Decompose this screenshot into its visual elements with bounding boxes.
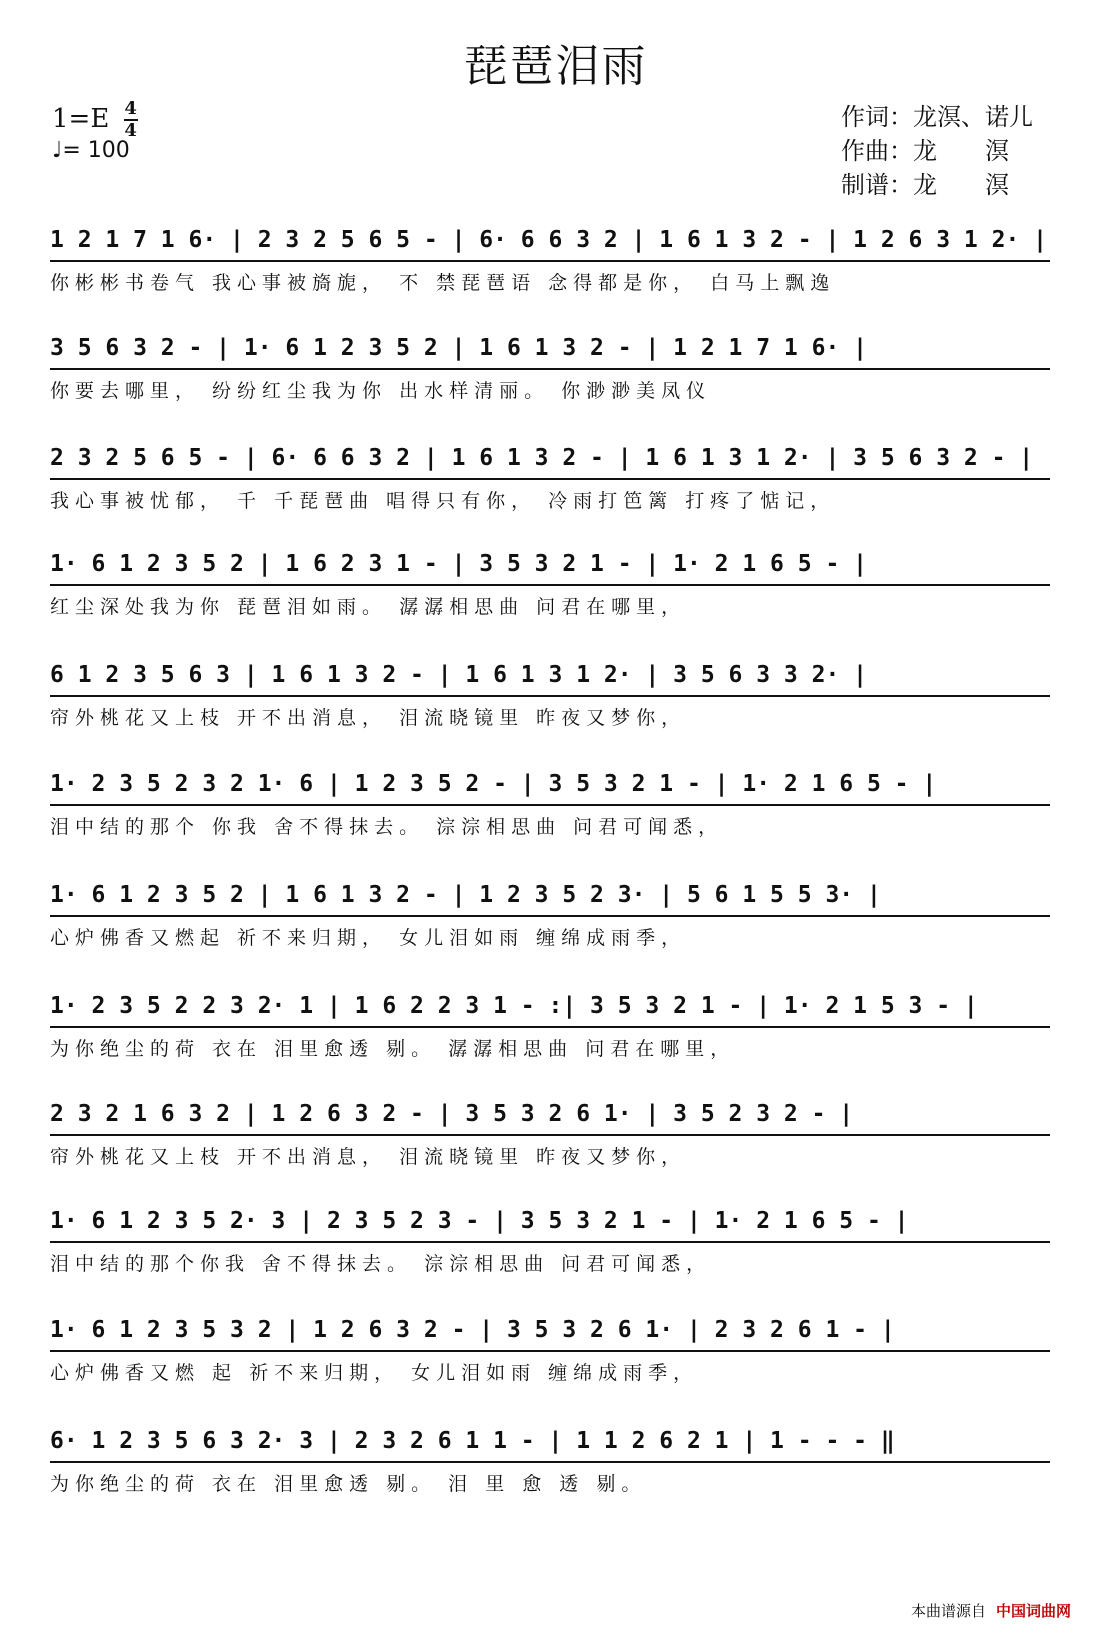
lyrics-line: 泪中结的那个你我 舍不得抹去。 淙淙相思曲 问君可闻悉， (50, 1253, 712, 1275)
time-top: 4 (124, 98, 137, 119)
lyrics-line: 心炉佛香又燃 起 祈不来归期， 女儿泪如雨 缠绵成雨季， (50, 1362, 699, 1384)
lyrics-line: 帘外桃花又上枝 开不出消息， 泪流晓镜里 昨夜又梦你， (50, 707, 687, 729)
lyrics-line: 你要去哪里， 纷纷红尘我为你 出水样清丽。 你渺渺美凤仪 (50, 380, 712, 402)
lyrics-line: 泪中结的那个 你我 舍不得抹去。 淙淙相思曲 问君可闻悉， (50, 816, 724, 838)
notation-line: 6 1 2 3 5 6 3 | 1 6 1 3 2 - | 1 6 1 3 1 2· | 3 5 6 3 3 2· | (50, 657, 1050, 697)
score-line (50, 1203, 1050, 1277)
score-line (50, 330, 1050, 404)
time-bottom: 4 (124, 120, 137, 141)
notation-line: 6· 1 2 3 5 6 3 2· 3 | 2 3 2 6 1 1 - | 1 1 2 6 2 1 | 1 - - - ‖ (50, 1423, 1050, 1463)
notation-line: 1· 6 1 2 3 5 2 | 1 6 2 3 1 - | 3 5 3 2 1 - | 1· 2 1 6 5 - | (50, 546, 1050, 586)
lyricist-credit: 作词：龙溟、诺儿 (841, 103, 1033, 131)
score-line (50, 1423, 1050, 1497)
notation-line: 1· 6 1 2 3 5 2 | 1 6 1 3 2 - | 1 2 3 5 2 3· | 5 6 1 5 5 3· | (50, 877, 1050, 917)
lyrics-line: 帘外桃花又上枝 开不出消息， 泪流晓镜里 昨夜又梦你， (50, 1146, 687, 1168)
time-signature (124, 100, 138, 140)
key-label: 1=E (52, 104, 110, 134)
lyrics-line: 心炉佛香又燃起 祈不来归期， 女儿泪如雨 缠绵成雨季， (50, 927, 687, 949)
notation-line: 3 5 6 3 2 - | 1· 6 1 2 3 5 2 | 1 6 1 3 2 - | 1 2 1 7 1 6· | (50, 330, 1050, 370)
notation-line: 1· 6 1 2 3 5 2· 3 | 2 3 5 2 3 - | 3 5 3 2 1 - | 1· 2 1 6 5 - | (50, 1203, 1050, 1243)
lyrics-line: 你彬彬书卷气 我心事被旖旎， 不 禁琵琶语 念得都是你， 白马上飘逸 (50, 272, 836, 294)
score-line (50, 222, 1050, 296)
score-line (50, 988, 1050, 1062)
score-line (50, 877, 1050, 951)
lyrics-line: 我心事被忧郁， 千 千琵琶曲 唱得只有你， 冷雨打笆篱 打疼了惦记， (50, 490, 836, 512)
notation-line: 2 3 2 5 6 5 - | 6· 6 6 3 2 | 1 6 1 3 2 - | 1 6 1 3 1 2· | 3 5 6 3 2 - | (50, 440, 1050, 480)
score-line (50, 1312, 1050, 1386)
key-signature (52, 100, 138, 140)
notation-line: 1· 2 3 5 2 2 3 2· 1 | 1 6 2 2 3 1 - :| 3 5 3 2 1 - | 1· 2 1 5 3 - | (50, 988, 1050, 1028)
page-title: 琵琶泪雨 (463, 41, 648, 92)
transcriber-credit: 制谱：龙 溟 (841, 171, 1009, 199)
notation-line: 2 3 2 1 6 3 2 | 1 2 6 3 2 - | 3 5 3 2 6 1· | 3 5 2 3 2 - | (50, 1096, 1050, 1136)
source-footer (911, 1600, 1071, 1621)
score-line (50, 1096, 1050, 1170)
credits (841, 100, 1033, 202)
notation-line: 1· 2 3 5 2 3 2 1· 6 | 1 2 3 5 2 - | 3 5 3 2 1 - | 1· 2 1 6 5 - | (50, 766, 1050, 806)
source-brand-link[interactable]: 中国词曲网 (995, 1602, 1071, 1620)
lyrics-line: 为你绝尘的荷 衣在 泪里愈透 剔。 泪 里 愈 透 剔。 (50, 1473, 647, 1495)
lyrics-line: 红尘深处我为你 琵琶泪如雨。 潺潺相思曲 问君在哪里， (50, 596, 687, 618)
notation-line: 1 2 1 7 1 6· | 2 3 2 5 6 5 - | 6· 6 6 3 2 | 1 6 1 3 2 - | 1 2 6 3 1 2· | (50, 222, 1050, 262)
score-line (50, 546, 1050, 620)
composer-credit: 作曲：龙 溟 (841, 137, 1009, 165)
tempo-marking: ♩= 100 (52, 138, 130, 163)
lyrics-line: 为你绝尘的荷 衣在 泪里愈透 剔。 潺潺相思曲 问君在哪里， (50, 1038, 736, 1060)
score-line (50, 440, 1050, 514)
score-line (50, 766, 1050, 840)
source-label: 本曲谱源自 (910, 1602, 986, 1620)
notation-line: 1· 6 1 2 3 5 3 2 | 1 2 6 3 2 - | 3 5 3 2 6 1· | 2 3 2 6 1 - | (50, 1312, 1050, 1352)
score-line (50, 657, 1050, 731)
